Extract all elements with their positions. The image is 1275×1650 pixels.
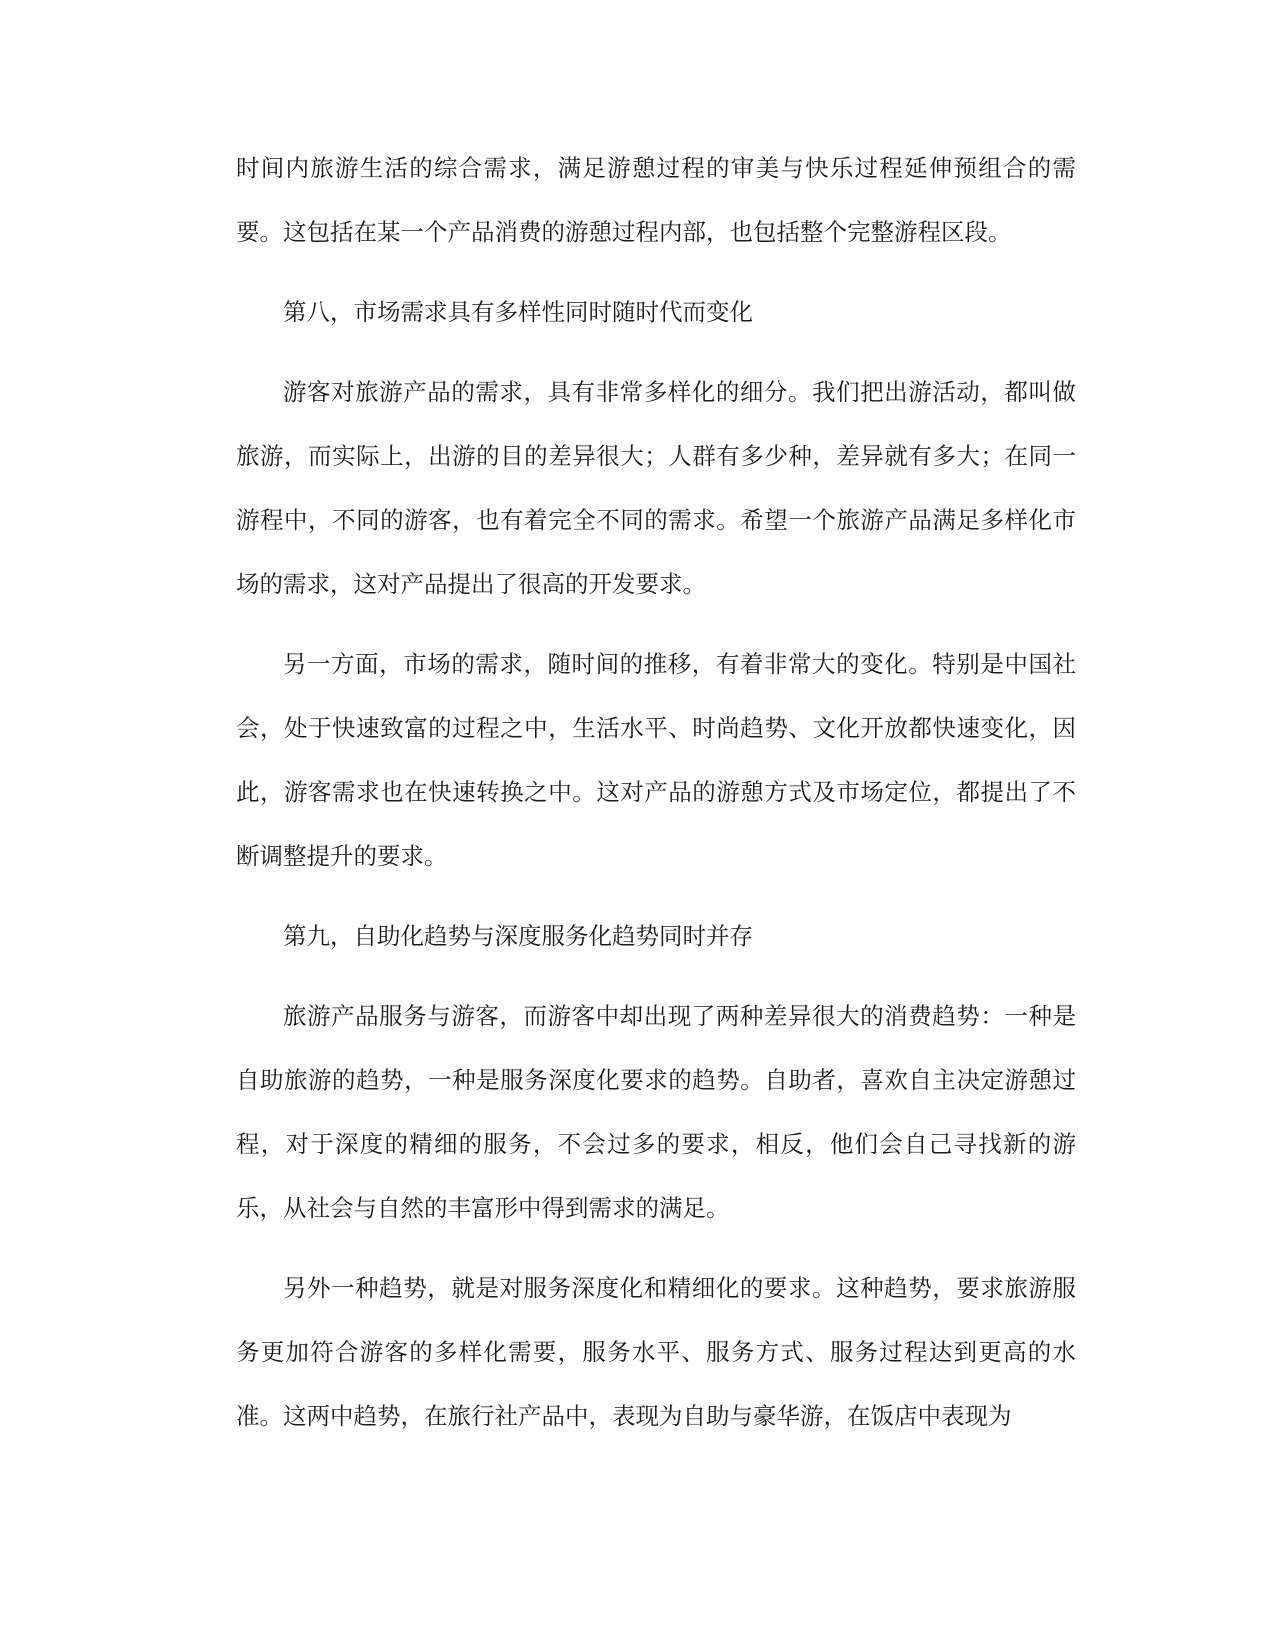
paragraph-1: 时间内旅游生活的综合需求，满足游憩过程的审美与快乐过程延伸预组合的需要。这包括在某一个产品消费的游憩过程内部，也包括整个完整游程区段。 [236,154,1076,246]
paragraph-7: 另外一种趋势，就是对服务深度化和精细化的要求。这种趋势，要求旅游服务更加符合游客的多样化需要，服务水平、服务方式、服务过程达到更高的水准。这两中趋势，在旅行社产品中，表现为自助与豪华游，在饭店中表现为 [236,1274,1076,1430]
section-heading-8: 第八，市场需求具有多样性同时随时代而变化 [283,298,753,326]
section-heading-9: 第九，自助化趋势与深度服务化趋势同时并存 [283,922,753,950]
paragraph-3: 游客对旅游产品的需求，具有非常多样化的细分。我们把出游活动，都叫做旅游，而实际上，出游的目的差异很大；人群有多少种，差异就有多大；在同一游程中，不同的游客，也有着完全不同的需求。希望一个旅游产品满足多样化市场的需求，这对产品提出了很高的开发要求。 [236,378,1076,598]
document-body [236,136,1076,1464]
paragraph-4: 另一方面，市场的需求，随时间的推移，有着非常大的变化。特别是中国社会，处于快速致富的过程之中，生活水平、时尚趋势、文化开放都快速变化，因此，游客需求也在快速转换之中。这对产品的游憩方式及市场定位，都提出了不断调整提升的要求。 [236,650,1076,870]
paragraph-6: 旅游产品服务与游客，而游客中却出现了两种差异很大的消费趋势：一种是自助旅游的趋势，一种是服务深度化要求的趋势。自助者，喜欢自主决定游憩过程，对于深度的精细的服务，不会过多的要求，相反，他们会自己寻找新的游乐，从社会与自然的丰富形中得到需求的满足。 [236,1002,1076,1222]
